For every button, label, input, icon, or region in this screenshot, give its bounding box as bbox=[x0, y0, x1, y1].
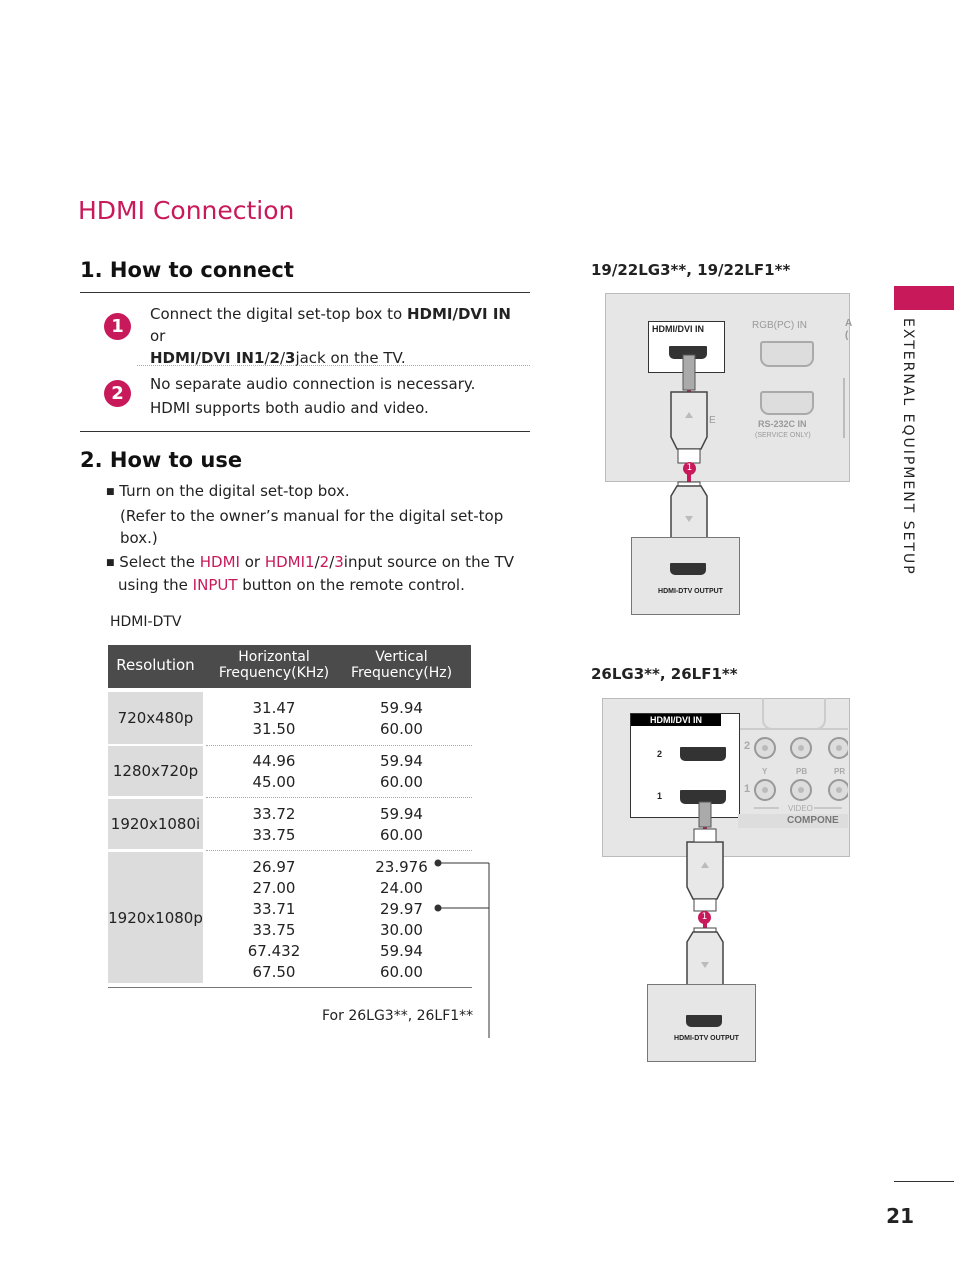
how-to-connect-heading: 1. How to connect bbox=[80, 258, 294, 282]
hdmi-jack-2-icon bbox=[680, 747, 726, 761]
value: 59.94 bbox=[380, 699, 423, 717]
value: 26.97 bbox=[252, 858, 296, 876]
value: 33.75 bbox=[252, 826, 296, 844]
row-divider bbox=[206, 797, 472, 798]
how-to-use-heading: 2. How to use bbox=[80, 448, 243, 472]
header-resolution: Resolution bbox=[116, 656, 195, 674]
step-1-text bbox=[150, 303, 530, 369]
table-header bbox=[108, 645, 471, 688]
row-1-label: 1 bbox=[744, 783, 751, 795]
bullet-2 bbox=[106, 551, 516, 574]
footer-rule bbox=[894, 1181, 954, 1182]
divider bbox=[80, 431, 530, 432]
pr-label: PR bbox=[834, 767, 846, 776]
slash: / bbox=[329, 553, 335, 571]
bullet-2-remote: button on the remote control. bbox=[237, 576, 465, 594]
table-row-horizontal bbox=[208, 804, 340, 846]
table-row-resolution: 1920x1080p bbox=[108, 852, 203, 983]
how-to-use-list bbox=[106, 480, 516, 596]
device-label: HDMI-DTV OUTPUT bbox=[658, 588, 723, 595]
step-1-jack-a: HDMI/DVI IN bbox=[406, 305, 511, 323]
table-row-horizontal bbox=[208, 698, 340, 740]
port-1-label: 1 bbox=[657, 791, 663, 801]
value: 60.00 bbox=[380, 720, 423, 738]
cut-label-paren: ( bbox=[845, 330, 849, 341]
section-label: EXTERNAL EQUIPMENT SETUP bbox=[900, 318, 916, 576]
value: 23.976 bbox=[375, 858, 428, 876]
table-row-resolution: 1920x1080i bbox=[108, 799, 203, 849]
bullet-2-line-2 bbox=[106, 574, 516, 596]
table-row-horizontal bbox=[208, 857, 340, 983]
value: 59.94 bbox=[380, 752, 423, 770]
section-tab-marker bbox=[894, 286, 954, 310]
table-caption: HDMI-DTV bbox=[110, 614, 182, 630]
cut-label-e: E bbox=[709, 415, 716, 426]
value: 31.50 bbox=[252, 720, 296, 738]
cable-marker-1: 1 bbox=[683, 462, 696, 475]
device-label: HDMI-DTV OUTPUT bbox=[674, 1035, 739, 1042]
value: 30.00 bbox=[380, 921, 423, 939]
port-label: HDMI/DVI IN bbox=[631, 714, 721, 726]
bullet-2-end: input source on the TV bbox=[343, 553, 514, 571]
step-1-text-a: Connect the digital set-top box to bbox=[150, 305, 407, 323]
header-vertical-line-1: Vertical bbox=[375, 649, 428, 665]
slash: / bbox=[314, 553, 320, 571]
hdmi2-keyword: 2 bbox=[319, 553, 330, 571]
step-1-badge: 1 bbox=[104, 313, 131, 340]
value: 60.00 bbox=[380, 963, 423, 981]
value: 33.72 bbox=[252, 805, 296, 823]
dotted-divider bbox=[137, 365, 530, 366]
rgb-port-icon bbox=[760, 341, 814, 367]
value: 60.00 bbox=[380, 773, 423, 791]
step-1-text-end: jack on the TV. bbox=[295, 349, 406, 367]
table-row-vertical bbox=[340, 804, 463, 846]
bullet-2-or: or bbox=[239, 553, 265, 571]
bullet-2-a: Select the bbox=[119, 553, 200, 571]
jack-3: 3 bbox=[285, 349, 296, 367]
tv-panel bbox=[605, 293, 853, 482]
hdmi-output-jack-icon bbox=[670, 563, 706, 575]
bullet-square-icon: ■ bbox=[106, 487, 115, 497]
rs232-sub-label: (SERVICE ONLY) bbox=[755, 432, 811, 439]
divider bbox=[80, 292, 530, 293]
bullet-1-line-1: Turn on the digital set-top box. bbox=[119, 482, 350, 500]
row-divider bbox=[206, 850, 472, 851]
value: 67.432 bbox=[247, 942, 301, 960]
rgb-pc-in-label: RGB(PC) IN bbox=[752, 320, 807, 331]
row-divider bbox=[206, 745, 472, 746]
component-label: COMPONE bbox=[787, 815, 839, 826]
table-row-resolution: 1280x720p bbox=[108, 746, 203, 796]
diagram-2-label: 26LG3**, 26LF1** bbox=[591, 665, 738, 683]
slash: / bbox=[279, 349, 285, 367]
hdmi1-keyword: HDMI1 bbox=[264, 553, 315, 571]
value: 27.00 bbox=[252, 879, 296, 897]
bullet-2-using: using the bbox=[118, 576, 193, 594]
rs232-label: RS-232C IN bbox=[758, 419, 807, 429]
cut-label-a: A bbox=[845, 318, 853, 329]
bullet-square-icon: ■ bbox=[106, 558, 115, 568]
value: 24.00 bbox=[380, 879, 423, 897]
hdmi-output-jack-icon bbox=[686, 1015, 722, 1027]
table-note: For 26LG3**, 26LF1** bbox=[322, 1008, 474, 1024]
table-row-vertical bbox=[340, 751, 463, 793]
component-label-bar bbox=[738, 814, 848, 828]
hdmi3-keyword: 3 bbox=[334, 553, 344, 571]
port-label: HDMI/DVI IN bbox=[652, 324, 705, 334]
row-2-label: 2 bbox=[744, 740, 751, 752]
step-2-line-2: HDMI supports both audio and video. bbox=[150, 399, 429, 417]
value: 60.00 bbox=[380, 826, 423, 844]
value: 59.94 bbox=[380, 805, 423, 823]
header-horizontal-line-1: Horizontal bbox=[238, 649, 310, 665]
bullet-1-line-2: (Refer to the owner’s manual for the digital set-top box.) bbox=[120, 507, 504, 547]
value: 45.00 bbox=[252, 773, 296, 791]
input-keyword: INPUT bbox=[192, 576, 238, 594]
table-bottom-rule bbox=[108, 987, 472, 988]
port-2-label: 2 bbox=[657, 749, 663, 759]
value: 29.97 bbox=[380, 900, 423, 918]
header-horizontal bbox=[208, 649, 340, 681]
slash: / bbox=[264, 349, 270, 367]
value: 31.47 bbox=[252, 699, 296, 717]
value: 33.75 bbox=[252, 921, 296, 939]
diagram-1-label: 19/22LG3**, 19/22LF1** bbox=[591, 261, 791, 279]
table-row-horizontal bbox=[208, 751, 340, 793]
jack-2: 2 bbox=[269, 349, 280, 367]
bullet-1 bbox=[106, 480, 516, 503]
hdmi-keyword: HDMI bbox=[199, 553, 240, 571]
header-vertical bbox=[340, 649, 463, 681]
page-title: HDMI Connection bbox=[78, 196, 295, 225]
rgb-port-partial-icon bbox=[762, 698, 826, 730]
y-label: Y bbox=[762, 767, 768, 776]
table-row-vertical bbox=[340, 698, 463, 740]
page-number: 21 bbox=[886, 1204, 914, 1228]
value: 67.50 bbox=[252, 963, 296, 981]
panel-divider bbox=[843, 378, 845, 438]
value: 33.71 bbox=[252, 900, 296, 918]
step-2-text bbox=[150, 373, 530, 419]
rs232-port-icon bbox=[760, 391, 814, 415]
cable-marker-1: 1 bbox=[698, 911, 711, 924]
step-2-line-1: No separate audio connection is necessary. bbox=[150, 375, 476, 393]
value: 44.96 bbox=[252, 752, 296, 770]
step-2-badge: 2 bbox=[104, 380, 131, 407]
pb-label: PB bbox=[796, 767, 808, 776]
set-top-box bbox=[631, 537, 740, 615]
header-vertical-line-2: Frequency(Hz) bbox=[350, 665, 453, 681]
step-1-jack-b: HDMI/DVI IN1 bbox=[150, 349, 265, 367]
step-1-text-or: or bbox=[150, 327, 166, 345]
value: 59.94 bbox=[380, 942, 423, 960]
set-top-box bbox=[647, 984, 756, 1062]
panel-line bbox=[738, 728, 848, 730]
video-label: VIDEO bbox=[788, 804, 813, 813]
header-horizontal-line-2: Frequency(KHz) bbox=[218, 665, 330, 681]
table-row-resolution: 720x480p bbox=[108, 692, 203, 744]
